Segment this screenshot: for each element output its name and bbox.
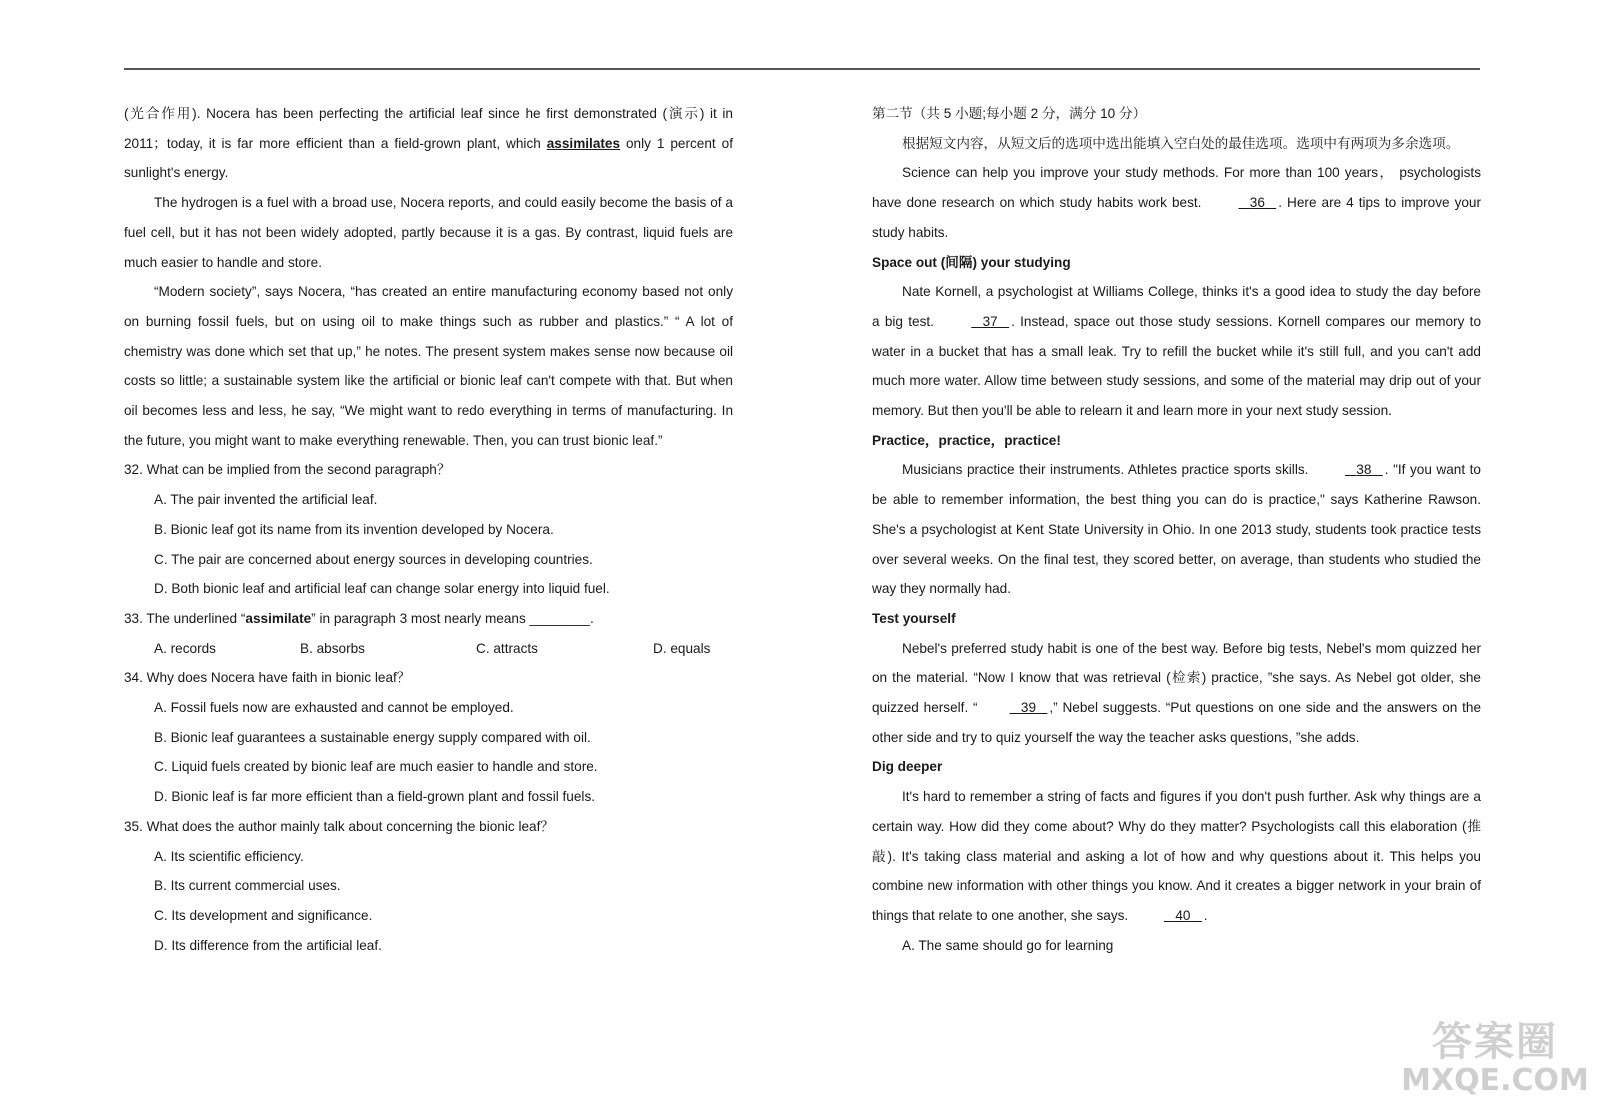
option: A. records [154,640,216,656]
option: B. Bionic leaf guarantees a sustainable energy supply compared with oil. [154,729,591,745]
option: B. Bionic leaf got its name from its invention developed by Nocera. [154,521,554,537]
option: D. Its difference from the artificial leaf. [154,937,382,953]
text: . Instead, space out those study sessions. Kornell compares our memory to water in a bucket that has a small leak. Try to refill the bucket while it's still full, and you can't add much more water. Allow time between study sessions, and some of the material may drip out of your memory. But then you'll be able to relearn it and learn more in your next study session. [872,313,1481,419]
subheading: Space out (间隔) your studying [872,254,1071,270]
text: . "If you want to be able to remember information, the best thing you can do is practice," says Katherine Rawson. She's a psychologist at Kent State University in Ohio. In one 2013 study, students took practice tests over several weeks. On the final test, they scored better, on average, than students who studied the way they normally had. [872,462,1481,597]
subheading: Practice，practice，practice! [872,432,1061,448]
watermark-en: MXQE.COM [1401,1063,1589,1098]
option: C. attracts [476,640,538,656]
bold-word: assimilate [245,610,312,626]
blank-number: 38 [1356,462,1372,478]
option-row [124,634,733,664]
text: ,” Nebel suggests. “Put questions on one side and the answers on the other side and try to quiz yourself the way the teacher asks questions, ”she adds. [872,700,1482,745]
underlined-word: assimilates [546,135,621,151]
top-rule [124,68,1480,70]
option: C. Liquid fuels created by bionic leaf are much easier to handle and store. [154,759,598,775]
right-column [872,99,1481,960]
option: A. Its scientific efficiency. [154,848,304,864]
passage-paragraph [872,158,1481,247]
blank-37[interactable] [939,307,1011,337]
text: It's hard to remember a string of facts and figures if you don't push further. Ask why things are a certain way. How did they come about? Why do they matter? Psychologists call this elaboration (推敲). It's taking class material and asking a lot of how and why questions about it. This helps you combine new information with other things you know. And it creates a bigger network in your brain of things that relate to one another, she says. [872,789,1481,923]
option: A. Fossil fuels now are exhausted and cannot be employed. [154,700,514,716]
instructions: 根据短文内容，从短文后的选项中选出能填入空白处的最佳选项。选项中有两项为多余选项。 [902,135,1460,151]
option: D. equals [653,640,711,656]
text: Musicians practice their instruments. Athletes practice sports skills. [902,462,1309,478]
blank-40[interactable] [1132,901,1204,931]
passage-paragraph [124,99,733,188]
question-34: 34. Why does Nocera have faith in bionic leaf？ [124,670,411,686]
passage-paragraph [872,782,1481,931]
watermark-logo [1395,1020,1595,1100]
blank-38[interactable] [1313,455,1385,485]
question-32: 32. What can be implied from the second paragraph？ [124,462,451,478]
text: . Here are 4 tips to improve your study habits. [872,195,1482,240]
option: C. Its development and significance. [154,907,373,923]
passage-paragraph: “Modern society”, says Nocera, “has created an entire manufacturing economy based not only on burning fossil fuels, but on using oil to make things such as rubber and plastics.” “ A lot of chemistry was done which set that up,” he notes. The present system makes sense now because oil costs so little; a sustainable system like the artificial or bionic leaf can't compete with that. But when oil becomes less and less, he say, “We might want to redo everything in terms of manufacturing. In the future, you might want to make everything renewable. Then, you can trust bionic leaf.” [124,284,733,448]
text: . [1203,907,1208,923]
blank-36[interactable] [1206,188,1278,218]
left-column [124,99,733,960]
text: (光合作用). Nocera has been perfecting the artificial leaf since he first demonstrated (演示) it in 2011；today, it is far more efficient than a field-grown plant, which [124,106,733,151]
text: Science can help you improve your study methods. For more than 100 years， psychologists have done research on which study habits work best. [872,165,1481,211]
option: B. Its current commercial uses. [154,878,341,894]
option: D. Bionic leaf is far more efficient than a field-grown plant and fossil fuels. [154,789,596,805]
passage-paragraph [872,277,1481,426]
question-33 [124,604,733,634]
subheading: Dig deeper [872,759,943,775]
text: 33. The underlined “ [124,610,246,626]
passage-paragraph [872,455,1481,604]
blank-number: 37 [982,313,998,329]
subheading: Test yourself [872,610,956,626]
watermark-cn: 答案圈 [1432,1019,1558,1065]
question-35: 35. What does the author mainly talk about concerning the bionic leaf？ [124,818,554,834]
text: only 1 percent of sunlight's energy. [124,135,733,181]
blank-number: 40 [1175,907,1191,923]
text: Nate Kornell, a psychologist at Williams College, thinks it's a good idea to study the day before a big test. [872,284,1481,329]
option: A. The pair invented the artificial leaf. [154,492,378,508]
passage-paragraph: The hydrogen is a fuel with a broad use, Nocera reports, and could easily become the basis of a fuel cell, but it has not been widely adopted, partly because it is a gas. By contrast, liquid fuels are much easier to handle and store. [124,195,733,270]
text: ” in paragraph 3 most nearly means ________. [311,610,594,626]
text: Nebel's preferred study habit is one of the best way. Before big tests, Nebel's mom quizzed her on the material. “Now I know that was retrieval (检索) practice, ”she says. As Nebel got older, she quizzed herself. “ [872,640,1481,716]
passage-paragraph [872,634,1481,753]
section-title: 第二节（共 5 小题;每小题 2 分，满分 10 分） [872,106,1147,121]
blank-number: 36 [1249,195,1265,211]
blank-number: 39 [1020,700,1037,716]
option: C. The pair are concerned about energy sources in developing countries. [154,551,593,567]
option: B. absorbs [300,640,365,656]
blank-39[interactable] [978,693,1050,723]
answer-option-a: A. The same should go for learning [902,937,1114,953]
option: D. Both bionic leaf and artificial leaf can change solar energy into liquid fuel. [154,581,610,597]
